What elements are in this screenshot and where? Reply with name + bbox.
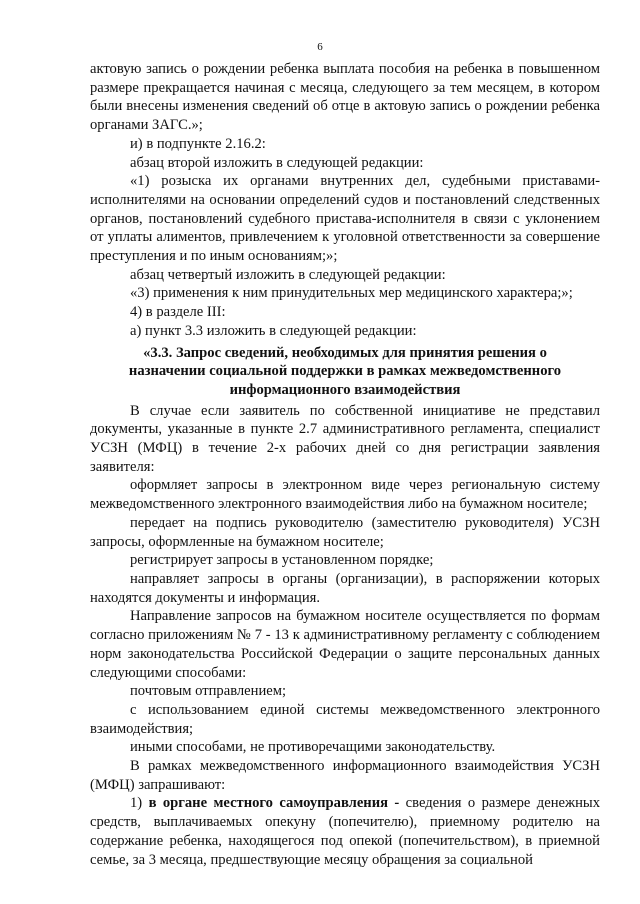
paragraph: иными способами, не противоречащими законодательству. [130, 739, 496, 756]
paragraph: а) пункт 3.3 изложить в следующей редакции: [130, 322, 417, 339]
paragraph: с использованием единой системы межведомственного электронного взаимодействия; [90, 701, 600, 737]
paragraph: «3) применения к ним принудительных мер медицинского характера;»; [130, 285, 573, 302]
paragraph: регистрирует запросы в установленном порядке; [130, 552, 434, 569]
paragraph-text: сведения о размере денежных средств, выплачиваемых опекуну (попечителю), приемному родителю на содержание ребенка, находящегося под опекой (попечительством), в приемной семье, за 3 месяца, предшествующие месяцу обращения за социальной [90, 795, 600, 868]
paragraph: В случае если заявитель по собственной инициативе не представил документы, указанные в пункте 2.7 административного регламента, специалист УСЗН (МФЦ) в течение 2-х рабочих дней со дня регистрации заявления заявителя: [90, 402, 600, 475]
paragraph: абзац четвертый изложить в следующей редакции: [130, 266, 446, 283]
paragraph: передает на подпись руководителю (заместителю руководителя) УСЗН запросы, оформленные на бумажном носителе; [90, 514, 600, 550]
section-heading-line: «3.3. Запрос сведений, необходимых для принятия решения о [143, 344, 547, 361]
paragraph: почтовым отправлением; [130, 683, 287, 700]
paragraph [90, 794, 600, 869]
paragraph: направляет запросы в органы (организации), в распоряжении которых находятся документы и информация. [90, 570, 600, 606]
paragraph: «1) розыска их органами внутренних дел, судебными приставами-исполнителями на основании определений судов и постановлений следственных органов, постановлений судебного пристава-исполнителя в связи с уклонением от уплаты алиментов, привлечением к уголовной ответственности за совершение преступления и по иным основаниям;»; [90, 173, 600, 265]
document-body [90, 60, 600, 869]
section-heading [90, 344, 600, 400]
paragraph: и) в подпункте 2.16.2: [130, 135, 266, 152]
section-heading-line: информационного взаимодействия [229, 381, 461, 398]
list-number: 1) [130, 795, 149, 812]
bold-phrase: в органе местного самоуправления - [148, 795, 400, 812]
paragraph: актовую запись о рождении ребенка выплата пособия на ребенка в повышенном размере прекращается начиная с месяца, следующего за тем месяцем, в котором были внесены изменения сведений об отце в актовую запись о рождении ребенка органами ЗАГС.»; [90, 61, 600, 134]
paragraph: абзац второй изложить в следующей редакции: [130, 154, 424, 171]
paragraph: оформляет запросы в электронном виде через региональную систему межведомственного электронного взаимодействия либо на бумажном носителе; [90, 477, 600, 513]
paragraph: В рамках межведомственного информационного взаимодействия УСЗН (МФЦ) запрашивают: [90, 758, 600, 793]
paragraph: 4) в разделе III: [130, 304, 226, 321]
page-number: 6 [317, 41, 323, 53]
section-heading-line: назначении социальной поддержки в рамках межведомственного [128, 363, 562, 380]
paragraph: Направление запросов на бумажном носителе осуществляется по формам согласно приложениям № 7 - 13 к административному регламенту с соблюдением норм законодательства Российской Федерации о защите персональных данных следующими способами: [90, 608, 600, 681]
